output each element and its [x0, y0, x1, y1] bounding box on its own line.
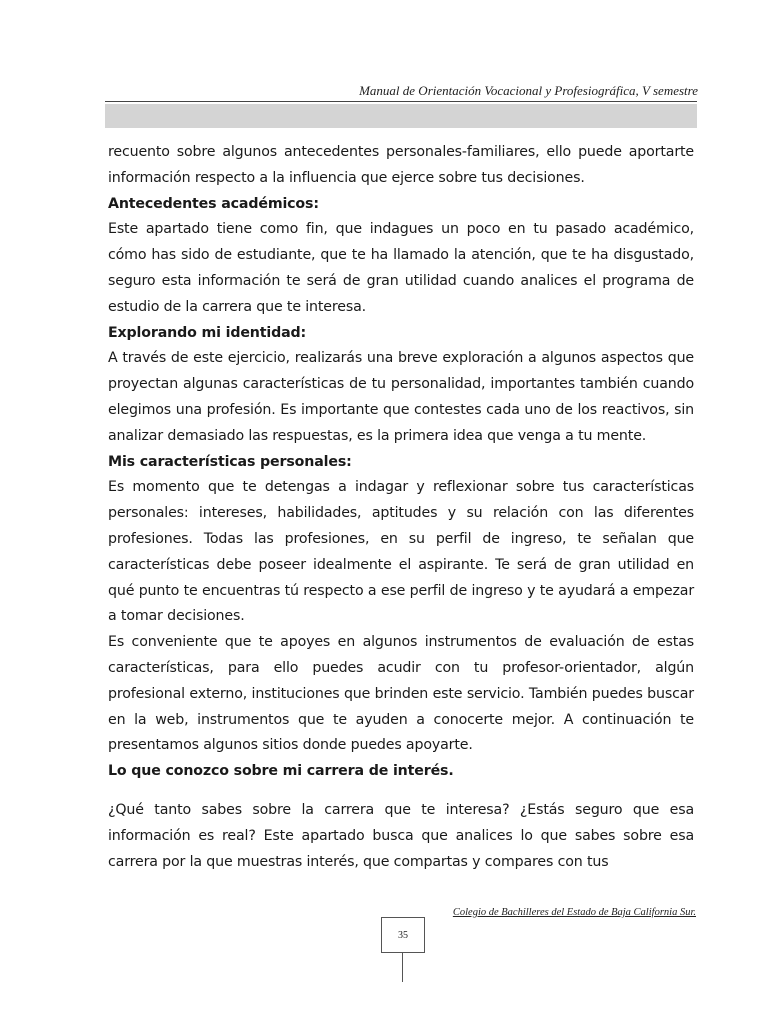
page-number: 35 — [398, 929, 408, 941]
paragraph-intro: recuento sobre algunos antecedentes personales-familiares, ello puede aportarte información respecto a la influencia que ejerce sobre tus decisiones. — [108, 144, 694, 186]
paragraph-caracteristicas: Es momento que te detengas a indagar y reflexionar sobre tus características personales: intereses, habilidades, aptitudes y su relación con las diferentes profesiones. Todas las profesiones, en su perfil de ingreso, te señalan que características debe poseer idealmente el aspirante. Te será de gran utilidad en qué punto te encuentras tú respecto a ese perfil de ingreso y te ayudará a empezar a tomar decisiones. — [108, 479, 694, 625]
footer-credit: Colegio de Bachilleres del Estado de Baja California Sur. — [452, 907, 696, 918]
paragraph-identidad: A través de este ejercicio, realizarás una breve exploración a algunos aspectos que proyectan algunas características de tu personalidad, importantes también cuando elegimos una profesión. Es importante que contestes cada uno de los reactivos, sin analizar demasiado las respuestas, es la primera idea que venga a tu mente. — [108, 350, 694, 444]
heading-caracteristicas-personales: Mis características personales: — [108, 453, 352, 470]
header-divider — [105, 101, 697, 102]
page-number-box — [381, 917, 425, 953]
paragraph-antecedentes: Este apartado tiene como fin, que indagues un poco en tu pasado académico, cómo has sido de estudiante, que te ha llamado la atención, que te ha disgustado, seguro esta información te será de gran utilidad cuando analices el programa de estudio de la carrera que te interesa. — [108, 221, 694, 315]
heading-carrera-interes: Lo que conozco sobre mi carrera de interés. — [108, 763, 454, 780]
running-header-title: Manual de Orientación Vocacional y Profesiográfica, V semestre — [359, 83, 698, 98]
paragraph-carrera: ¿Qué tanto sabes sobre la carrera que te interesa? ¿Estás seguro que esa información es real? Este apartado busca que analices lo que sabes sobre esa carrera por la que muestras interés, que compartas y compares con tus — [108, 801, 694, 870]
header-shaded-band — [105, 104, 697, 128]
heading-explorando-identidad: Explorando mi identidad: — [108, 324, 307, 341]
paragraph-instrumentos: Es conveniente que te apoyes en algunos instrumentos de evaluación de estas características, para ello puedes acudir con tu profesor-orientador, algún profesional externo, instituciones que brinden este servicio. También puedes buscar en la web, instrumentos que te ayuden a conocerte mejor. A continuación te presentamos algunos sitios donde puedes apoyarte. — [108, 634, 694, 754]
page-body — [108, 140, 694, 875]
heading-antecedentes-academicos: Antecedentes académicos: — [108, 195, 319, 212]
page-number-stem — [402, 952, 403, 982]
